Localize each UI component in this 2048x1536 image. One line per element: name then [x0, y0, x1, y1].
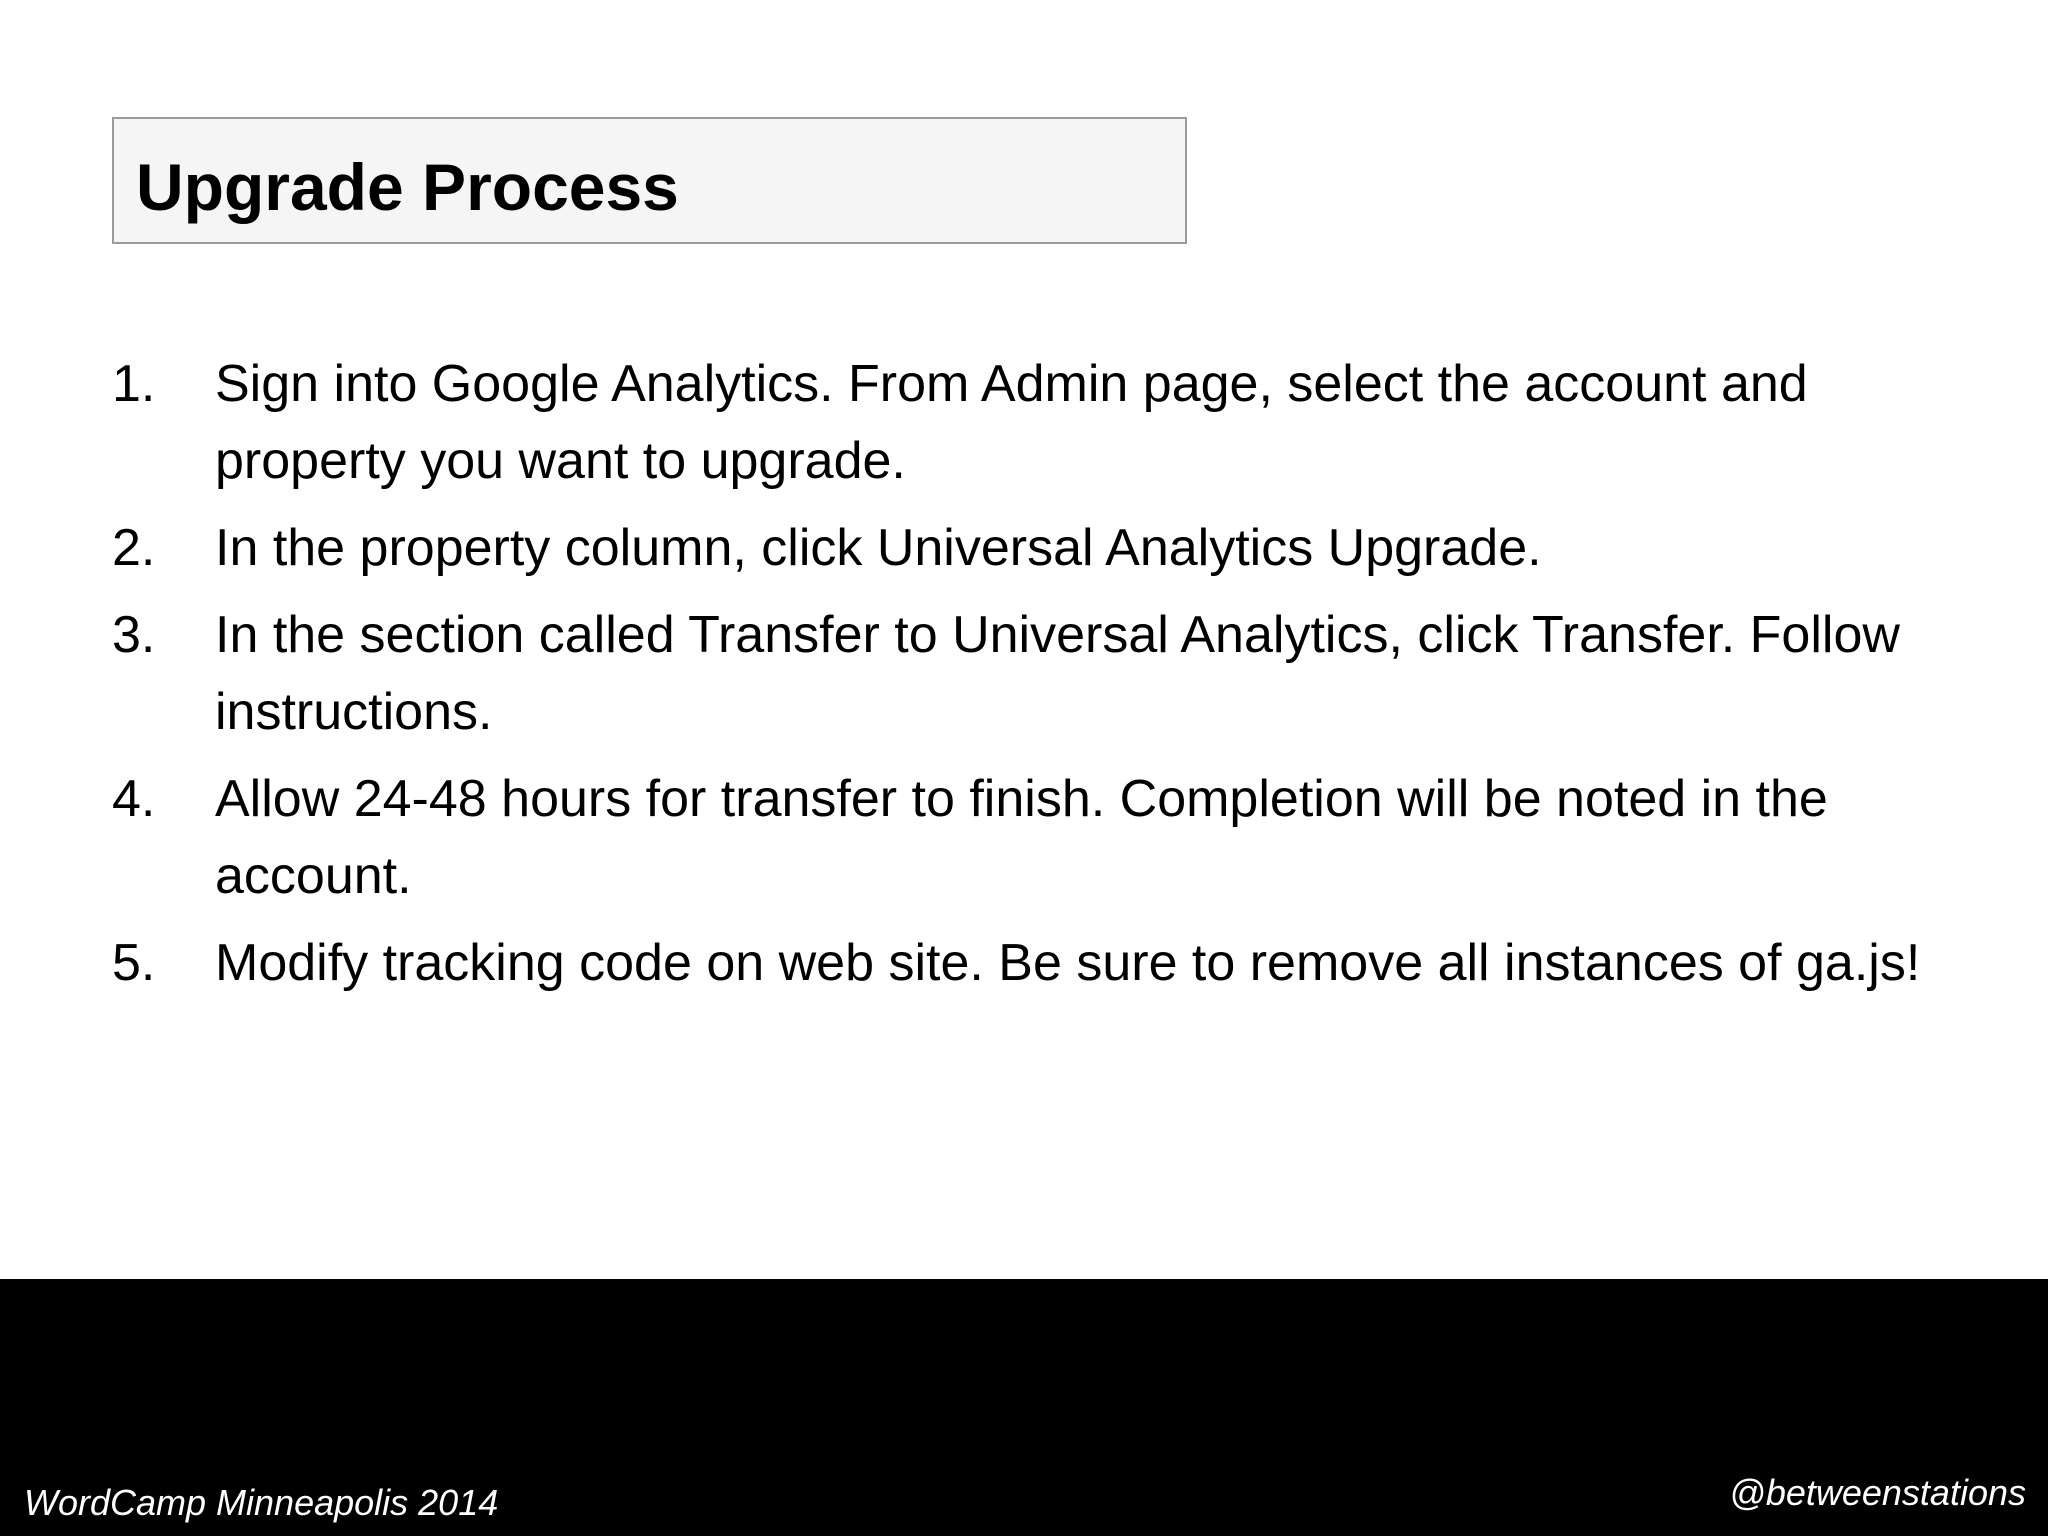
list-item: [112, 925, 1972, 1002]
step-number: 1.: [112, 355, 156, 413]
footer-bar: [0, 1279, 2048, 1536]
slide-title: Upgrade Process: [136, 150, 679, 224]
step-number: 3.: [112, 606, 156, 664]
list-item: [112, 510, 1972, 587]
step-text: Sign into Google Analytics. From Admin page, select the account and property you want to upgrade.: [215, 355, 1808, 490]
list-item: [112, 597, 1972, 751]
step-text: Modify tracking code on web site. Be sure to remove all instances of ga.js!: [215, 934, 1921, 992]
list-item: [112, 346, 1972, 500]
step-text: In the property column, click Universal Analytics Upgrade.: [215, 519, 1542, 577]
step-number: 4.: [112, 770, 156, 828]
steps-list: [112, 346, 1972, 1012]
title-box: [112, 117, 1187, 244]
footer-event-name: WordCamp Minneapolis 2014: [24, 1482, 499, 1523]
step-text: Allow 24-48 hours for transfer to finish. Completion will be noted in the account.: [215, 770, 1828, 905]
step-text: In the section called Transfer to Universal Analytics, click Transfer. Follow instructions.: [215, 606, 1900, 741]
footer-handle: @betweenstations: [1729, 1472, 2026, 1513]
list-item: [112, 761, 1972, 915]
step-number: 2.: [112, 519, 156, 577]
step-number: 5.: [112, 934, 156, 992]
